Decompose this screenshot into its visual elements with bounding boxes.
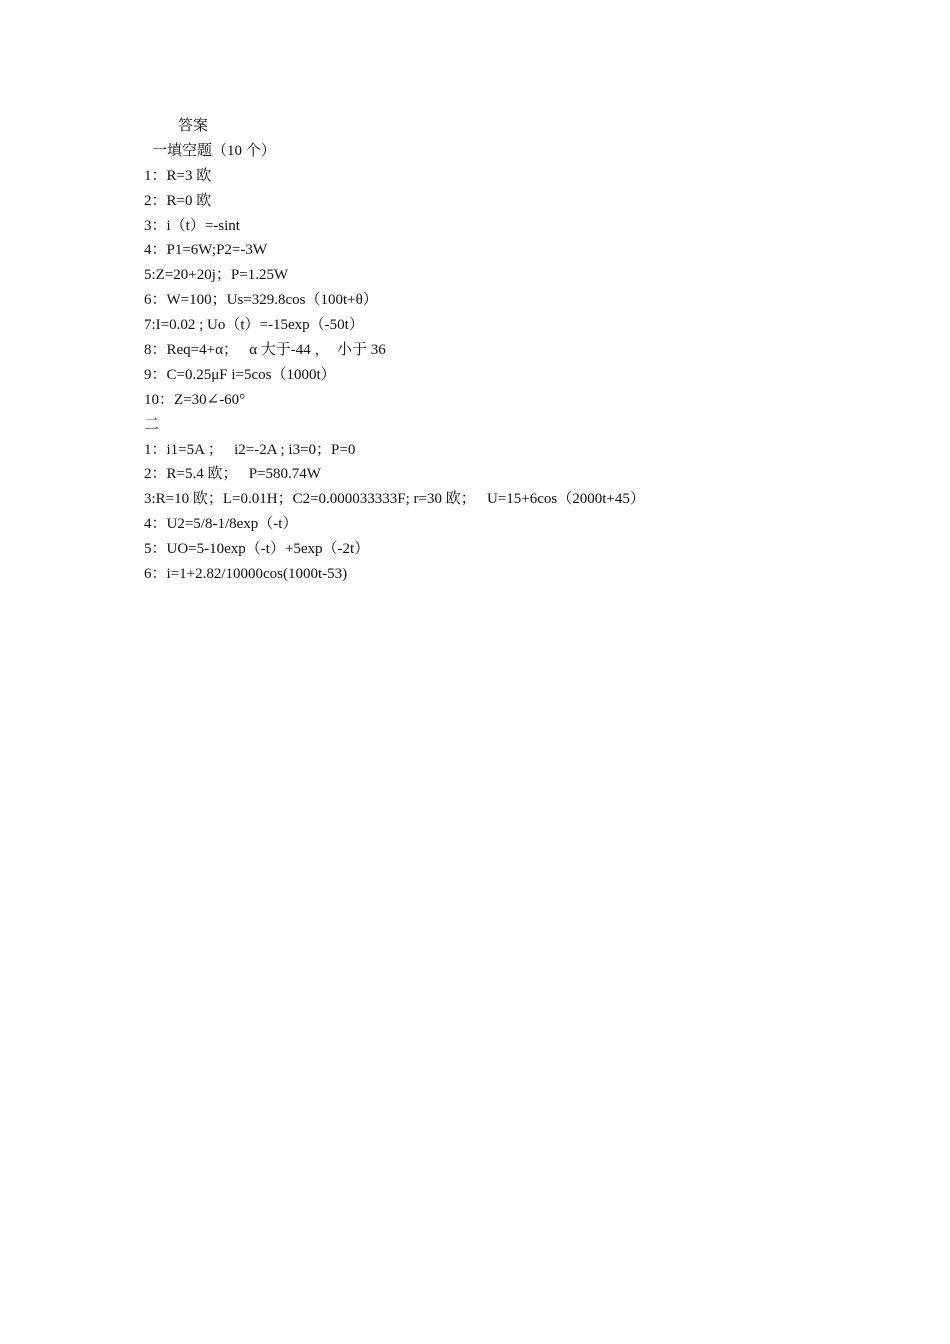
answer-item-2: 2：R=0 欧 (144, 192, 212, 209)
answer-item-10: 10：Z=30∠-60° (144, 391, 246, 408)
problem-answer-3: 3:R=10 欧；L=0.01H；C2=0.000033333F; r=30 欧； U=15+6cos（2000t+45） (144, 491, 645, 508)
problem-answer-1: 1：i1=5A ； i2=-2A ; i3=0；P=0 (144, 441, 356, 458)
answer-item-3: 3：i（t）=-sint (144, 217, 240, 234)
problem-answer-4: 4：U2=5/8-1/8exp（-t） (144, 516, 298, 533)
answer-item-1: 1：R=3 欧 (144, 167, 212, 184)
problem-answer-5: 5：UO=5-10exp（-t）+5exp（-2t） (144, 541, 370, 558)
answer-item-8: 8：Req=4+α； α 大于-44 ， 小于 36 (144, 342, 386, 359)
answer-content (144, 114, 904, 587)
answer-item-7: 7:I=0.02 ; Uo（t）=-15exp（-50t） (144, 317, 364, 334)
section-2-heading: 二 (144, 416, 160, 433)
problem-answer-6: 6：i=1+2.82/10000cos(1000t-53) (144, 566, 348, 583)
document-title: 答案 (178, 118, 209, 134)
answer-item-6: 6：W=100；Us=329.8cos（100t+θ） (144, 292, 378, 309)
answer-item-5: 5:Z=20+20j；P=1.25W (144, 267, 289, 284)
answer-item-4: 4：P1=6W;P2=-3W (144, 242, 268, 259)
section-1-heading: 一填空题（10 个） (152, 142, 276, 159)
answer-item-9: 9：C=0.25μF i=5cos（1000t） (144, 366, 336, 383)
problem-answer-2: 2：R=5.4 欧； P=580.74W (144, 466, 321, 483)
